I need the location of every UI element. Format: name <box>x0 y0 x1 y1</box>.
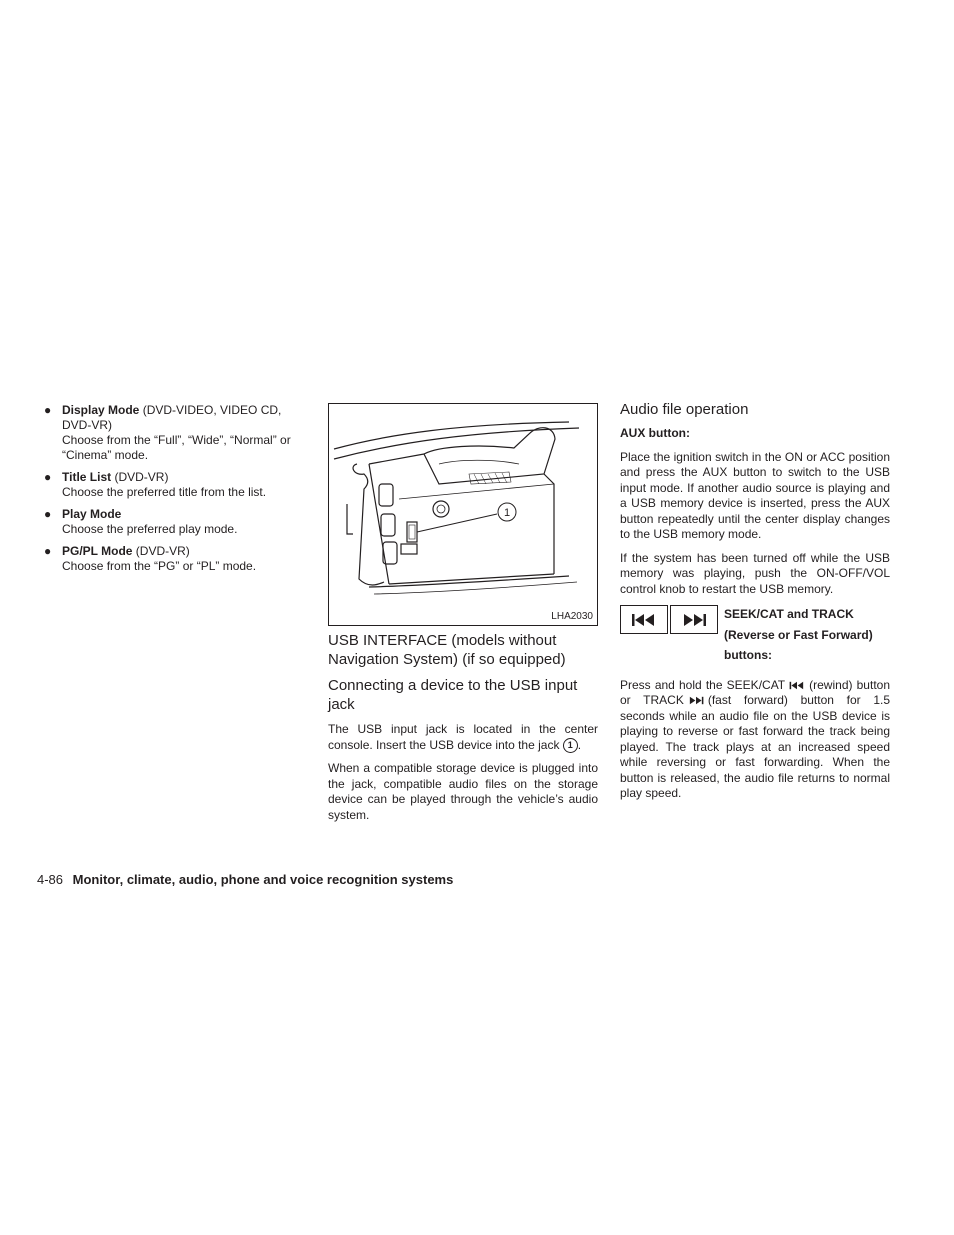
page-number: 4-86 <box>37 872 64 887</box>
item-qualifier: (DVD-VIDEO, VIDEO CD, DVD-VR) <box>62 403 282 432</box>
bullet-icon: ● <box>44 544 52 558</box>
paragraph: If the system has been turned off while the USB memory was playing, push the ON-OFF/VOL control knob to restart the USB memory. <box>620 550 890 596</box>
item-description: Choose the preferred play mode. <box>62 522 238 536</box>
paragraph <box>620 678 890 802</box>
caption-line: buttons: <box>724 648 772 662</box>
usb-interface-section <box>328 403 598 831</box>
rewind-button <box>620 605 668 634</box>
audio-file-operation-section <box>620 403 890 810</box>
paragraph-text: . <box>577 737 582 752</box>
paragraph <box>328 722 598 753</box>
bullet-list <box>44 403 310 581</box>
fast-forward-icon <box>688 696 704 705</box>
item-title: Title List <box>62 470 112 484</box>
button-caption <box>724 604 873 666</box>
paragraph-text: Press and hold the SEEK/CAT <box>620 677 786 692</box>
item-title: Play Mode <box>62 507 122 521</box>
list-item-pg-pl-mode <box>44 544 310 574</box>
chapter-title: Monitor, climate, audio, phone and voice recognition systems <box>72 872 454 887</box>
fast-forward-icon <box>681 613 707 627</box>
item-qualifier: (DVD-VR) <box>111 470 169 484</box>
item-qualifier: (DVD-VR) <box>132 544 190 558</box>
paragraph-text: The USB input jack is located in the center console. Insert the USB device into the jack <box>328 722 598 752</box>
list-item-play-mode <box>44 507 310 537</box>
section-heading: USB INTERFACE (models without Navigation System) (if so equipped) <box>328 632 566 668</box>
bullet-icon: ● <box>44 403 52 417</box>
seek-track-buttons-figure <box>620 605 890 666</box>
fast-forward-button <box>670 605 718 634</box>
callout-circle: 1 <box>563 738 578 753</box>
button-illustration <box>620 605 718 634</box>
item-title: Display Mode <box>62 403 140 417</box>
rewind-icon <box>789 681 805 690</box>
section-heading: Audio file operation <box>620 401 749 418</box>
paragraph: When a compatible storage device is plugged into the jack, compatible audio files on the storage device can be played through the vehicle’s audio system. <box>328 761 598 822</box>
item-title: PG/PL Mode <box>62 544 133 558</box>
caption-line: SEEK/CAT and TRACK <box>724 607 854 621</box>
callout-marker <box>329 404 597 625</box>
center-console-illustration <box>328 403 598 626</box>
figure-label: LHA2030 <box>551 611 593 622</box>
paragraph-text: (rewind) button or TRACK <box>620 677 890 707</box>
subsection-heading: Connecting a device to the USB input jack <box>328 677 578 713</box>
rewind-icon <box>631 613 657 627</box>
list-item-display-mode <box>44 403 310 463</box>
page-footer <box>37 872 453 887</box>
paragraph-text: (fast forward) button for 1.5 seconds while an audio file on the USB device is playing to reverse or fast forward the track being played. The track plays at an increased speed while reversing or fast forwarding. When the button is released, the audio file returns to normal play speed. <box>620 693 890 800</box>
list-item-title-list <box>44 470 310 500</box>
bullet-icon: ● <box>44 470 52 484</box>
item-description: Choose from the “Full”, “Wide”, “Normal” or “Cinema” mode. <box>62 433 291 462</box>
bullet-icon: ● <box>44 507 52 521</box>
item-description: Choose from the “PG” or “PL” mode. <box>62 559 257 573</box>
aux-heading: AUX button: <box>620 425 690 440</box>
callout-number: 1 <box>503 507 511 519</box>
item-description: Choose the preferred title from the list. <box>62 485 267 499</box>
caption-line: (Reverse or Fast Forward) <box>724 627 873 642</box>
paragraph: Place the ignition switch in the ON or ACC position and press the AUX button to switch to the USB input mode. If another audio source is playing and a USB memory device is inserted, press the AUX button repeatedly until the center display changes to the USB memory mode. <box>620 449 890 541</box>
